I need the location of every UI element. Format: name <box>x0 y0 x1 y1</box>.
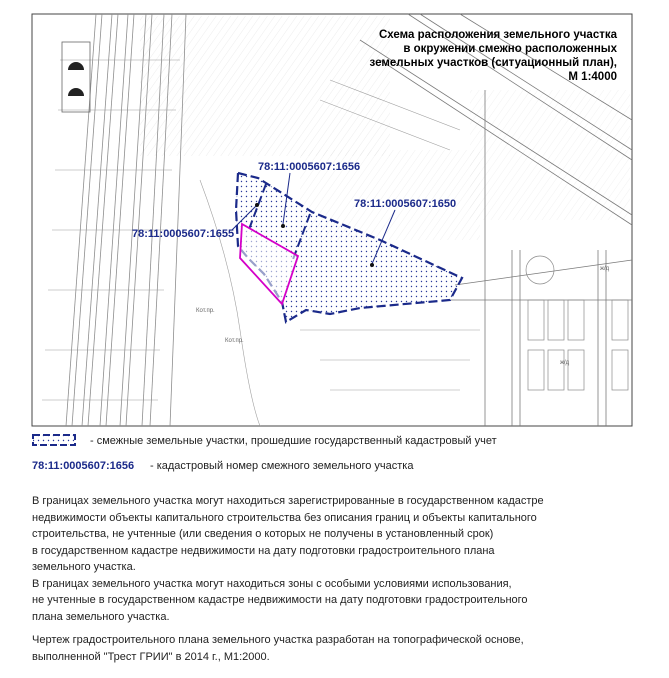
legend-cadastral-sample: 78:11:0005607:1656 <box>32 460 135 472</box>
note-paragraph-1 <box>32 493 544 625</box>
map-title <box>370 28 617 84</box>
legend-cadastral-text: - кадастровый номер смежного земельного участка <box>150 460 414 472</box>
map-title-line: земельных участков (ситуационный план), <box>369 57 617 69</box>
note-line: В границах земельного участка могут находиться зоны с особыми условиями использования, <box>32 577 512 590</box>
map-small-label: Кот.пр. <box>196 308 215 314</box>
map-title-line: в окружении смежно расположенных <box>403 43 617 55</box>
legend-parcel-text: - смежные земельные участки, прошедшие государственный кадастровый учет <box>90 435 497 447</box>
note-line: в государственном кадастре недвижимости на дату подготовки градостроительного плана <box>32 544 495 557</box>
cadastral-label-1650: 78:11:0005607:1650 <box>354 198 457 210</box>
note-line: В границах земельного участка могут находиться зарегистрированные в государственном кадастре <box>32 495 544 507</box>
note-line: выполненной "Трест ГРИИ" в 2014 г., М1:2000. <box>32 650 270 663</box>
note-line: Чертеж градостроительного плана земельного участка разработан на топографической основе, <box>32 634 524 646</box>
legend-parcel-swatch <box>32 434 76 446</box>
note-line: недвижимости объекты капитального строительства без описания границ и объекты капитального <box>32 511 537 524</box>
map-small-label: ж/д <box>600 266 610 272</box>
cadastral-label-1655: 78:11:0005607:1655 <box>132 228 235 240</box>
note-line: земельного участка. <box>32 561 136 573</box>
map-small-label: Кот.пр. <box>225 338 244 344</box>
note-line: плана земельного участка. <box>32 610 170 623</box>
note-line: строительства, не учтенные (или сведения о которых не получены в установленный срок) <box>32 528 494 540</box>
map-scale: М 1:4000 <box>568 71 617 83</box>
note-paragraph-3 <box>32 632 524 665</box>
note-line: не учтенные в государственном кадастре недвижимости на дату подготовки градостроительного <box>32 594 528 606</box>
map-small-label: ж/д <box>560 360 570 366</box>
map-title-line: Схема расположения земельного участка <box>378 29 617 41</box>
cadastral-label-1656: 78:11:0005607:1656 <box>258 161 361 173</box>
